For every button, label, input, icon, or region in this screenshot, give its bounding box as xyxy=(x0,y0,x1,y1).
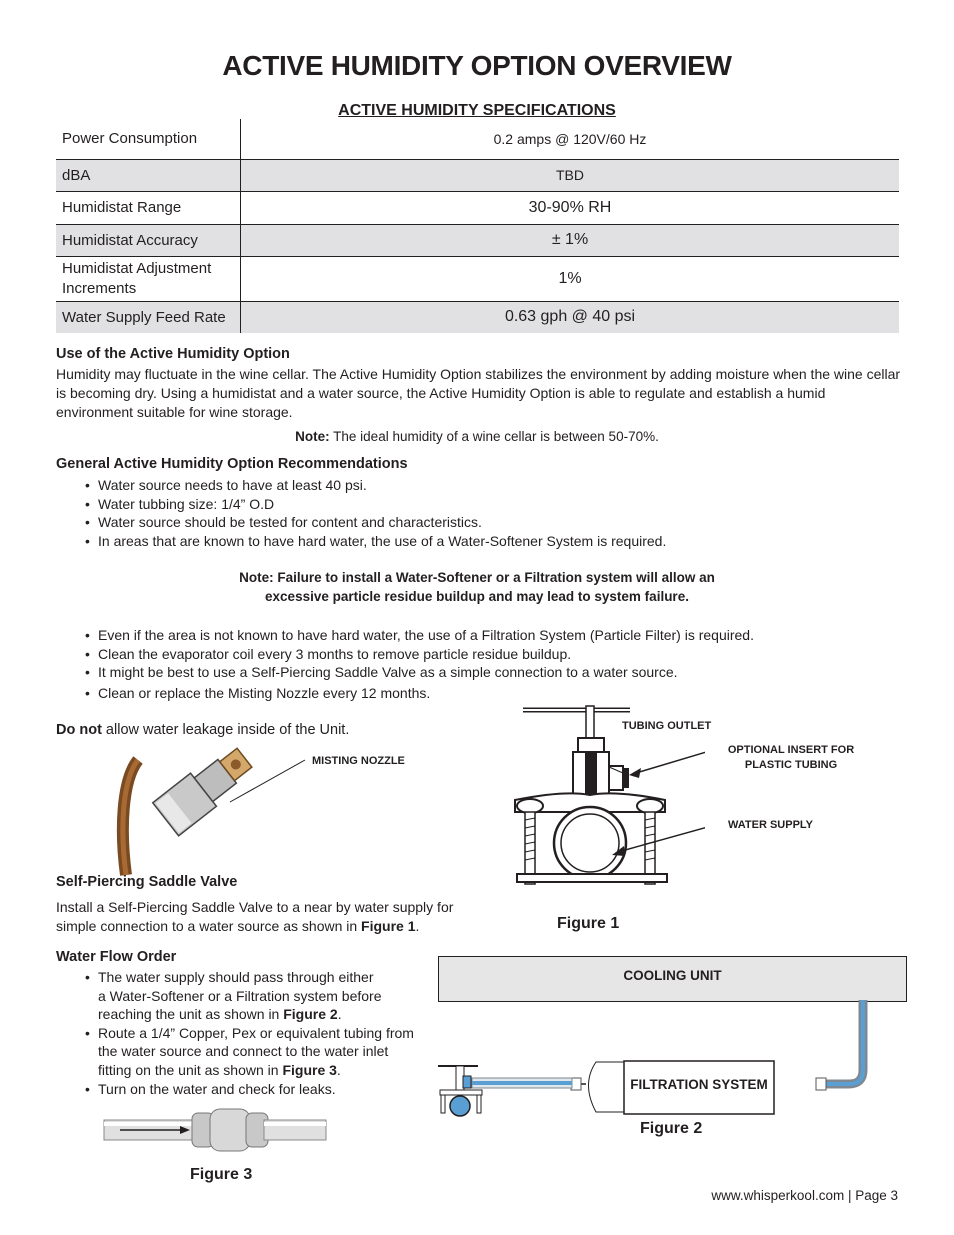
page-title: ACTIVE HUMIDITY OPTION OVERVIEW xyxy=(222,50,732,81)
warning-line-2: excessive particle residue buildup and may lead to system failure. xyxy=(265,589,689,604)
spec-label: dBA xyxy=(56,159,241,191)
list-item: • Water source needs to have at least 40 psi. xyxy=(56,476,666,495)
spec-value: 1% xyxy=(558,269,582,287)
warning-label: Note: xyxy=(239,570,274,585)
list-item: • Water source should be tested for content and characteristics. xyxy=(56,513,666,532)
table-row xyxy=(56,159,899,191)
tube-connector-illustration xyxy=(100,1100,330,1160)
use-heading: Use of the Active Humidity Option xyxy=(56,346,290,362)
optional-insert-line-2: PLASTIC TUBING xyxy=(744,759,838,771)
list-item: • Turn on the water and check for leaks. xyxy=(56,1080,414,1099)
list-item: • Clean the evaporator coil every 3 months to remove particle residue buildup. xyxy=(56,645,754,664)
spec-label: Humidistat Accuracy xyxy=(56,224,241,256)
spec-label: Humidistat Range xyxy=(56,191,241,224)
optional-insert-line-1: OPTIONAL INSERT FOR xyxy=(727,744,855,756)
water-supply-label: WATER SUPPLY xyxy=(728,819,813,831)
water-flow-list xyxy=(56,968,414,1098)
cooling-unit-label: COOLING UNIT xyxy=(623,968,722,983)
list-item: • Even if the area is not known to have hard water, the use of a Filtration System (Particle Filter) is required. xyxy=(56,626,754,645)
specs-heading: ACTIVE HUMIDITY SPECIFICATIONS xyxy=(338,102,616,119)
figure-ref: Figure 3 xyxy=(282,1061,337,1078)
note-label: Note: xyxy=(295,429,330,444)
spec-value: 0.63 gph @ 40 psi xyxy=(241,301,900,333)
recommendations-heading: General Active Humidity Option Recommendations xyxy=(56,456,408,472)
cooling-unit-box xyxy=(438,956,907,1002)
optional-insert-label xyxy=(718,743,864,773)
spec-value: 0.2 amps @ 120V/60 Hz xyxy=(493,130,647,147)
item-line: Route a 1/4” Copper, Pex or equivalent tubing from xyxy=(98,1024,414,1041)
figure-2-caption: Figure 2 xyxy=(640,1120,703,1137)
note-text: The ideal humidity of a wine cellar is between 50-70%. xyxy=(329,429,659,444)
item-line: reaching the unit as shown in xyxy=(98,1006,284,1023)
figure-3-caption: Figure 3 xyxy=(190,1166,253,1183)
item-line: fitting on the unit as shown in xyxy=(98,1061,283,1078)
list-item: • Water tubbing size: 1/4” O.D xyxy=(56,495,666,514)
leak-warning-bold: Do not xyxy=(56,722,102,738)
saddle-valve-heading: Self-Piercing Saddle Valve xyxy=(56,874,238,890)
list-item xyxy=(56,968,414,1024)
spec-label: Humidistat Adjustment Increments xyxy=(56,256,241,301)
list-item: • In areas that are known to have hard water, the use of a Water-Softener System is required. xyxy=(56,532,666,551)
water-flow-heading: Water Flow Order xyxy=(56,949,177,965)
item-line: a Water-Softener or a Filtration system before xyxy=(98,987,382,1004)
humidity-note xyxy=(0,429,954,444)
figure-ref: Figure 2 xyxy=(283,1006,338,1023)
item-line: the water source and connect to the water inlet xyxy=(98,1043,389,1060)
softener-warning xyxy=(0,568,954,606)
table-row xyxy=(56,224,899,256)
leak-warning xyxy=(56,722,349,738)
leak-warning-text: allow water leakage inside of the Unit. xyxy=(101,722,350,738)
spec-value: TBD xyxy=(241,159,900,191)
specs-table xyxy=(56,119,899,333)
table-row xyxy=(56,191,899,224)
use-paragraph: Humidity may fluctuate in the wine cellar. The Active Humidity Option stabilizes the environment by adding moisture when the wine cellar is becoming dry. Using a humidistat and a water source, the Active Humidity Option is able to regulate and establish a humid environment suitable for wine storage. xyxy=(56,366,901,420)
figure-1-caption: Figure 1 xyxy=(557,915,620,932)
table-row xyxy=(56,256,899,301)
nozzle-label: MISTING NOZZLE xyxy=(312,755,405,767)
saddle-valve-text xyxy=(56,898,476,936)
tubing-outlet-label: TUBING OUTLET xyxy=(622,720,712,732)
figure-ref: Figure 1 xyxy=(361,918,416,934)
spec-value: ± 1% xyxy=(241,224,900,256)
water-flow-diagram xyxy=(436,1000,912,1120)
saddle-valve-body: Install a Self-Piercing Saddle Valve to a near by water supply for simple connection to a water source as shown in xyxy=(56,899,454,934)
period: . xyxy=(415,918,420,934)
filtration-system-label: FILTRATION SYSTEM xyxy=(630,1077,768,1092)
list-item: • It might be best to use a Self-Piercing Saddle Valve as a simple connection to a water source. xyxy=(56,663,754,682)
warning-line-1: Failure to install a Water-Softener or a Filtration system will allow an xyxy=(273,570,715,585)
table-row xyxy=(56,119,899,159)
list-item: • Clean or replace the Misting Nozzle every 12 months. xyxy=(56,684,754,703)
spec-value: 30-90% RH xyxy=(528,198,612,216)
page-footer: www.whisperkool.com | Page 3 xyxy=(711,1188,898,1203)
list-item xyxy=(56,1024,414,1080)
item-line: The water supply should pass through either xyxy=(98,969,374,985)
period: . xyxy=(336,1061,341,1078)
recommendations-list-b xyxy=(56,626,754,702)
table-row xyxy=(56,301,899,333)
recommendations-list-a xyxy=(56,476,666,550)
period: . xyxy=(337,1006,342,1023)
spec-label: Power Consumption xyxy=(56,119,241,159)
spec-label: Water Supply Feed Rate xyxy=(56,301,241,333)
nozzle-body-icon xyxy=(153,741,258,836)
